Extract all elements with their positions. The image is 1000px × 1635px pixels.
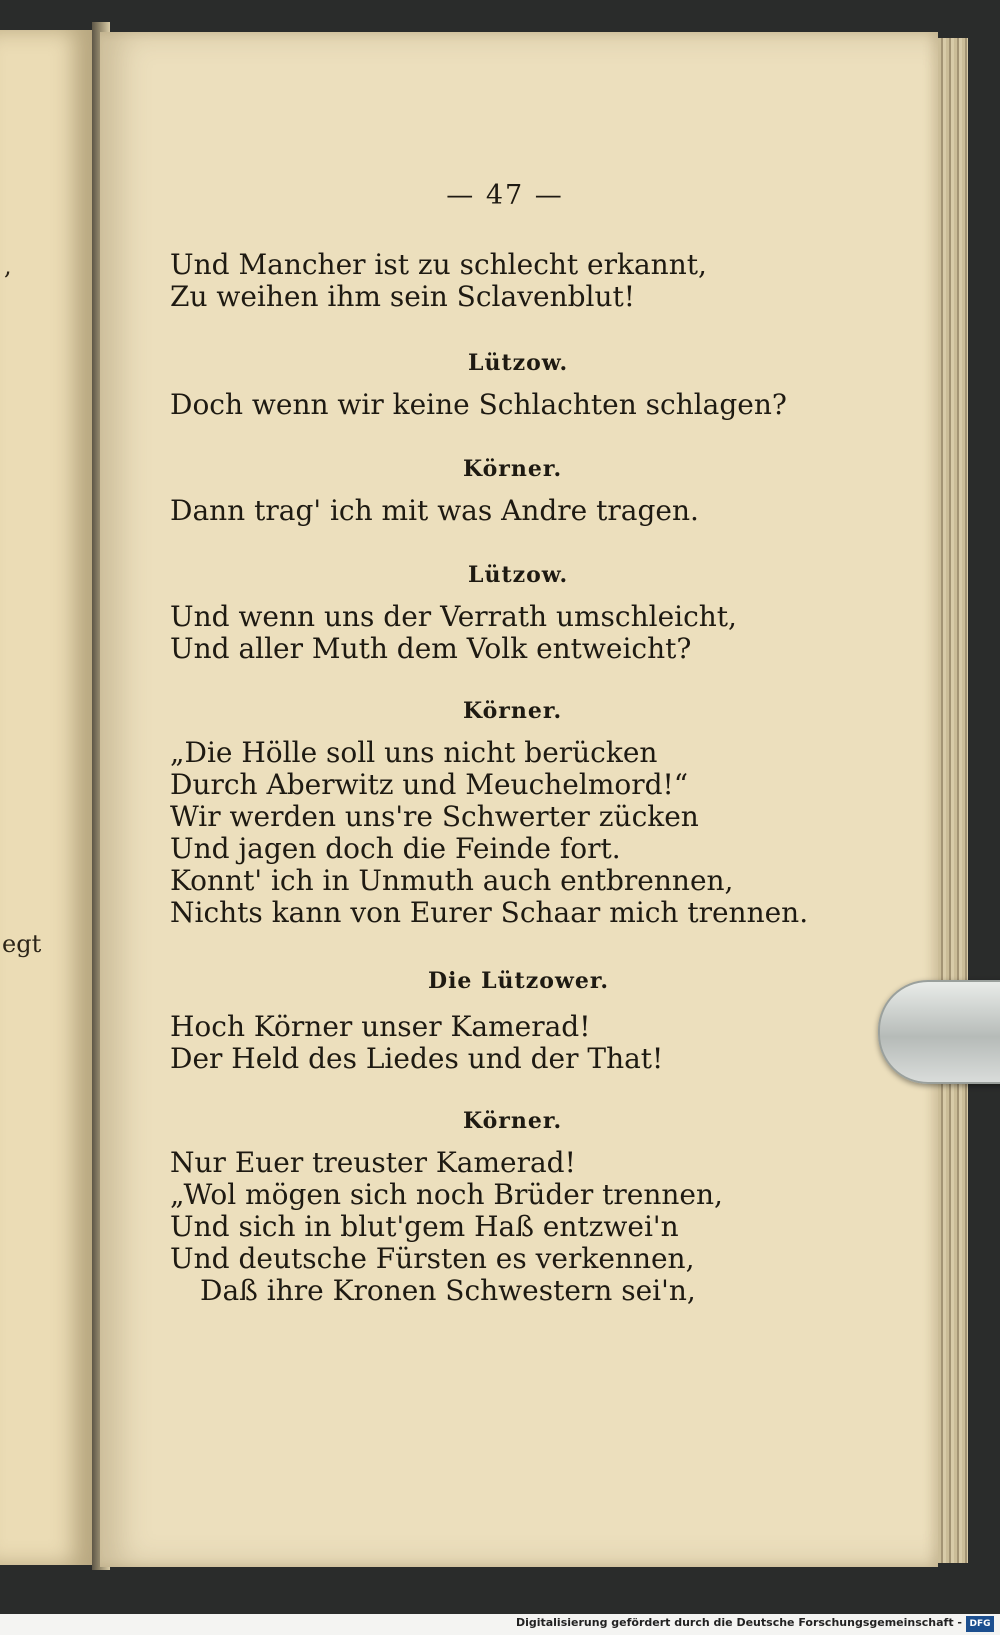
verse-line: Nur Euer treuster Kamerad! (170, 1146, 576, 1179)
verse-line: Doch wenn wir keine Schlachten schlagen? (170, 388, 787, 421)
verse-line: Durch Aberwitz und Meuchelmord!“ (170, 768, 689, 801)
funding-credit: Digitalisierung gefördert durch die Deutsche Forschungsgemeinschaft - (515, 1616, 962, 1629)
verse-line: Und deutsche Fürsten es verkennen, (170, 1242, 695, 1275)
verse-line: Zu weihen ihm sein Sclavenblut! (170, 280, 636, 313)
page-clip (878, 980, 1000, 1084)
page-number: — 47 — (446, 180, 564, 211)
left-page-edge (0, 30, 96, 1565)
speaker-label: Lützow. (468, 350, 569, 376)
speaker-label: Körner. (463, 456, 563, 482)
speaker-label: Körner. (463, 1108, 563, 1134)
verse-line: Nichts kann von Eurer Schaar mich trennen. (170, 896, 809, 929)
verse-line: Wir werden uns're Schwerter zücken (170, 800, 699, 833)
verse-line: Und wenn uns der Verrath umschleicht, (170, 600, 737, 633)
dfg-logo: DFG (966, 1616, 994, 1632)
speaker-label: Lützow. (468, 562, 569, 588)
left-page-fragment: egt (2, 930, 42, 958)
speaker-label: Die Lützower. (428, 968, 610, 994)
verse-line: Der Held des Liedes und der That! (170, 1042, 664, 1075)
speaker-label: Körner. (463, 698, 563, 724)
verse-line: Daß ihre Kronen Schwestern sei'n, (200, 1274, 696, 1307)
verse-line: Hoch Körner unser Kamerad! (170, 1010, 591, 1043)
verse-line: Und jagen doch die Feinde fort. (170, 832, 621, 865)
digitization-footer (0, 1614, 1000, 1635)
verse-line: „Wol mögen sich noch Brüder trennen, (170, 1178, 723, 1211)
verse-line: Dann trag' ich mit was Andre tragen. (170, 494, 699, 527)
page-edges (938, 38, 968, 1563)
verse-line: Und sich in blut'gem Haß entzwei'n (170, 1210, 679, 1243)
verse-line: „Die Hölle soll uns nicht berücken (170, 736, 658, 769)
left-page-fragment: , (4, 252, 12, 280)
verse-line: Und Mancher ist zu schlecht erkannt, (170, 248, 707, 281)
verse-line: Und aller Muth dem Volk entweicht? (170, 632, 692, 665)
verse-line: Konnt' ich in Unmuth auch entbrennen, (170, 864, 734, 897)
